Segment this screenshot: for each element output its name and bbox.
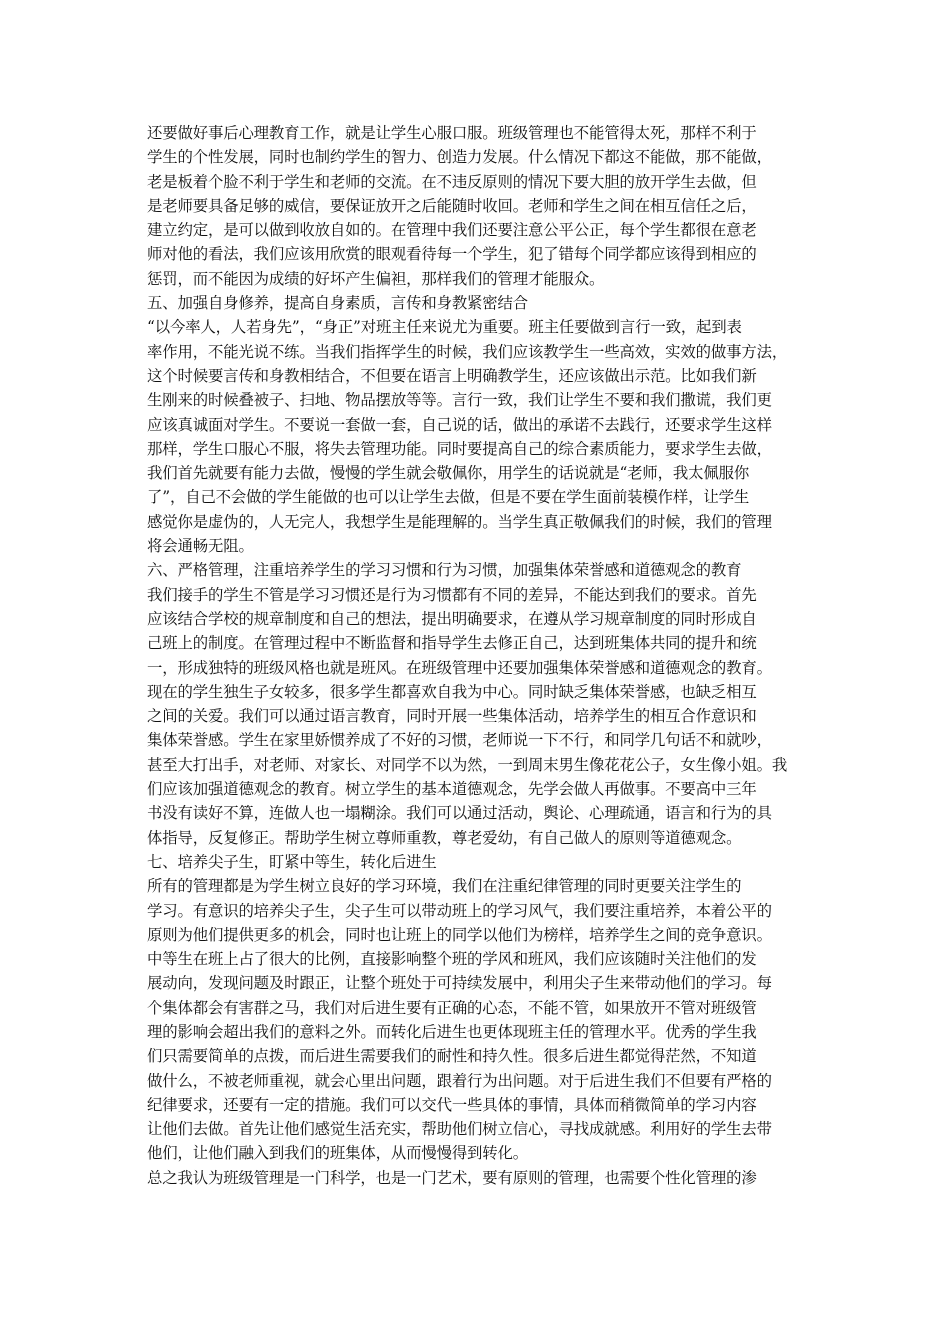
text-line: 展动向，发现问题及时跟正，让整个班处于可持续发展中，利用尖子生来带动他们的学习。每: [147, 974, 772, 993]
text-line: 甚至大打出手，对老师、对家长、对同学不以为然，一到周末男生像花花公子，女生像小姐。我: [147, 755, 788, 774]
text-line: 原则为他们提供更多的机会，同时也让班上的同学以他们为榜样，培养学生之间的竞争意识。: [147, 925, 772, 944]
text-line: 们应该加强道德观念的教育。树立学生的基本道德观念，先学会做人再做事。不要高中三年: [147, 780, 757, 799]
text-line: 生刚来的时候叠被子、扫地、物品摆放等等。言行一致，我们让学生不要和我们撒谎，我们更: [147, 391, 772, 410]
text-line: 这个时候要言传和身教相结合，不但要在语言上明确教学生，还应该做出示范。比如我们新: [147, 366, 757, 385]
text-line: 所有的管理都是为学生树立良好的学习环境，我们在注重纪律管理的同时更要关注学生的: [147, 877, 742, 896]
text-line: 学习。有意识的培养尖子生，尖子生可以带动班上的学习风气，我们要注重培养，本着公平的: [147, 901, 772, 920]
text-line: 体指导，反复修正。帮助学生树立尊师重教，尊老爱幼，有自己做人的原则等道德观念。: [147, 828, 742, 847]
text-line: 让他们去做。首先让他们感觉生活充实，帮助他们树立信心，寻找成就感。利用好的学生去带: [147, 1120, 772, 1139]
text-line: 现在的学生独生子女较多，很多学生都喜欢自我为中心。同时缺乏集体荣誉感，也缺乏相互: [147, 682, 757, 701]
text-line: 我们首先就要有能力去做，慢慢的学生就会敬佩你，用学生的话说就是“老师，我太佩服你: [147, 464, 750, 483]
document-body: [147, 121, 815, 1190]
text-line: 率作用，不能光说不练。当我们指挥学生的时候，我们应该教学生一些高效，实效的做事方法，: [147, 342, 788, 361]
text-line: 感觉你是虚伪的，人无完人，我想学生是能理解的。当学生真正敬佩我们的时候，我们的管理: [147, 512, 772, 531]
text-line: “以今率人，人若身先”，“身正”对班主任来说尤为重要。班主任要做到言行一致，起到表: [147, 318, 742, 337]
text-line: 书没有读好不算，连做人也一塌糊涂。我们可以通过活动，舆论、心理疏通，语言和行为的具: [147, 804, 772, 823]
text-line: 了”，自己不会做的学生能做的也可以让学生去做，但是不要在学生面前装模作样，让学生: [147, 488, 750, 507]
text-line: 七、培养尖子生，盯紧中等生，转化后进生: [147, 852, 437, 871]
text-line: 将会通畅无阻。: [147, 537, 254, 556]
text-line: 之间的关爱。我们可以通过语言教育，同时开展一些集体活动，培养学生的相互合作意识和: [147, 707, 757, 726]
text-line: 个集体都会有害群之马，我们对后进生要有正确的心态，不能不管，如果放开不管对班级管: [147, 998, 757, 1017]
text-line: 还要做好事后心理教育工作，就是让学生心服口服。班级管理也不能管得太死，那样不利于: [147, 124, 757, 142]
text-line: 纪律要求，还要有一定的措施。我们可以交代一些具体的事情，具体而稍微简单的学习内容: [147, 1095, 757, 1114]
text-line: 建立约定，是可以做到收放自如的。在管理中我们还要注意公平公正，每个学生都很在意老: [147, 221, 757, 240]
text-line: 己班上的制度。在管理过程中不断监督和指导学生去修正自己，达到班集体共同的提升和统: [147, 634, 757, 653]
text-line: 一，形成独特的班级风格也就是班风。在班级管理中还要加强集体荣誉感和道德观念的教育。: [147, 658, 772, 677]
text-line: 集体荣誉感。学生在家里娇惯养成了不好的习惯，老师说一下不行，和同学几句话不和就吵，: [147, 731, 772, 750]
text-line: 五、加强自身修养，提高自身素质，言传和身教紧密结合: [147, 294, 529, 313]
text-line: 应该真诚面对学生。不要说一套做一套，自己说的话，做出的承诺不去践行，还要求学生这样: [147, 415, 772, 434]
text-line: 们只需要简单的点拨，而后进生需要我们的耐性和持久性。很多后进生都觉得茫然，不知道: [147, 1047, 757, 1066]
text-line: 是老师要具备足够的威信，要保证放开之后能随时收回。老师和学生之间在相互信任之后，: [147, 196, 757, 215]
text-line: 师对他的看法，我们应该用欣赏的眼观看待每一个学生，犯了错每个同学都应该得到相应的: [147, 245, 757, 264]
text-line: 惩罚，而不能因为成绩的好坏产生偏袒，那样我们的管理才能服众。: [147, 269, 605, 288]
text-line: 中等生在班上占了很大的比例，直接影响整个班的学风和班风，我们应该随时关注他们的发: [147, 950, 757, 969]
text-line: 六、严格管理，注重培养学生的学习习惯和行为习惯，加强集体荣誉感和道德观念的教育: [147, 561, 742, 580]
text-line: 学生的个性发展，同时也制约学生的智力、创造力发展。什么情况下都这不能做，那不能做，: [147, 148, 772, 167]
text-line: 总之我认为班级管理是一门科学，也是一门艺术，要有原则的管理，也需要个性化管理的渗: [147, 1168, 757, 1187]
text-line: 做什么，不被老师重视，就会心里出问题，跟着行为出问题。对于后进生我们不但要有严格的: [147, 1071, 772, 1090]
text-line: 那样，学生口服心不服，将失去管理功能。同时要提高自己的综合素质能力，要求学生去做，: [147, 439, 772, 458]
text-line: 他们，让他们融入到我们的班集体，从而慢慢得到转化。: [147, 1144, 529, 1163]
text-line: 我们接手的学生不管是学习习惯还是行为习惯都有不同的差异，不能达到我们的要求。首先: [147, 585, 757, 604]
text-line: 应该结合学校的规章制度和自己的想法，提出明确要求，在遵从学习规章制度的同时形成自: [147, 609, 757, 628]
text-line: 理的影响会超出我们的意料之外。而转化后进生也更体现班主任的管理水平。优秀的学生我: [147, 1022, 757, 1041]
text-line: 老是板着个脸不利于学生和老师的交流。在不违反原则的情况下要大胆的放开学生去做，但: [147, 172, 757, 191]
